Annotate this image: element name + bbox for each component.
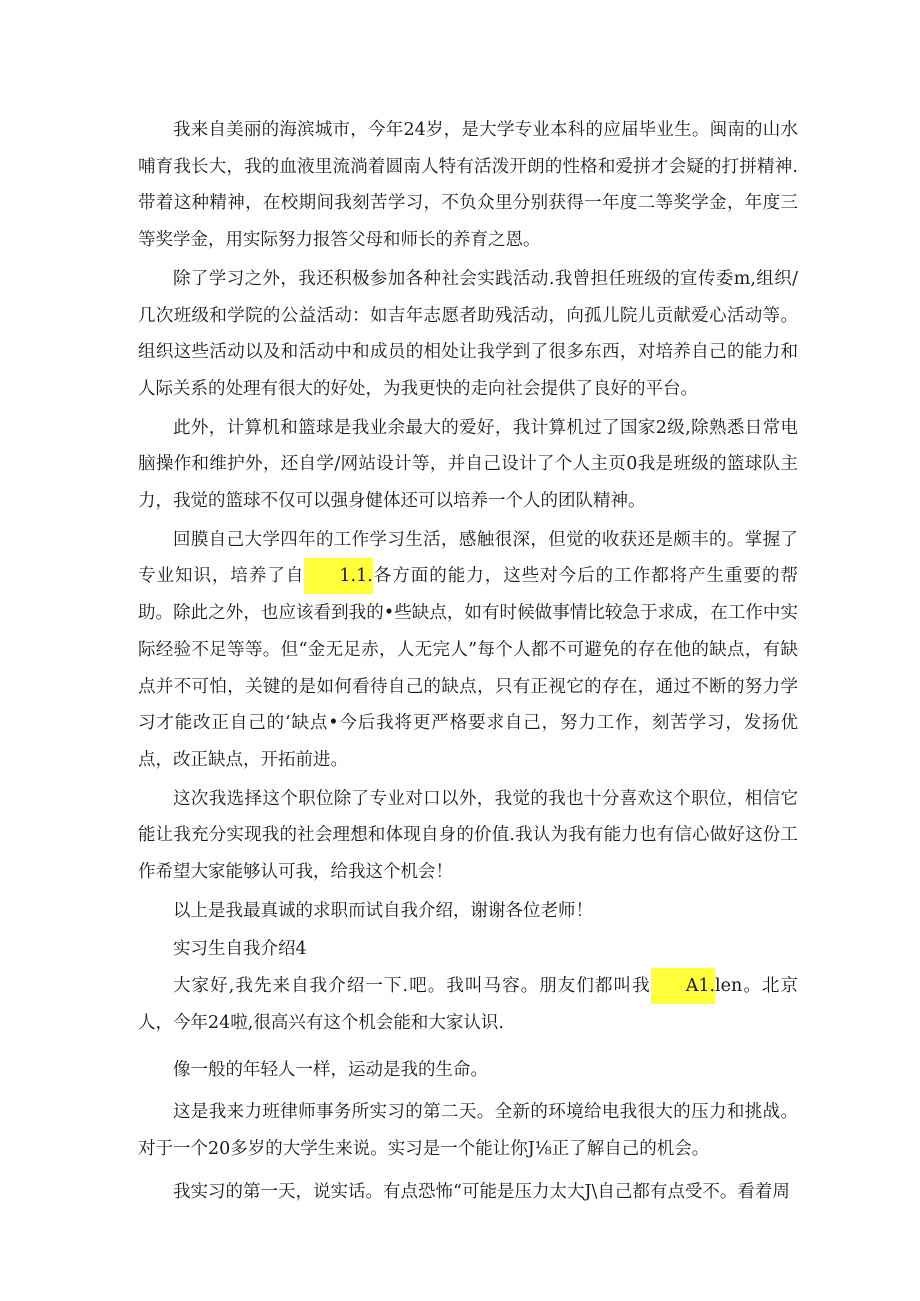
paragraph-internship-day2: 这是我来力班律师事务所实习的第二天。全新的环境给电我很大的压力和挑战。对于一个20多岁的大学生来说。实习是一个能让你J⅛正了解自己的机会。 — [138, 1102, 798, 1159]
paragraph-sports: 像一般的年轻人一样，运动是我的生命。 — [173, 1059, 488, 1080]
paragraph-greeting: 大家好,我先来自我介绍一下.吧。我叫马容。朋友们都叫我 A1.len。北京人，今年24啦,很高兴有这个机会能和大家认识. — [138, 968, 798, 1041]
paragraph-internship-day1: 我实习的第一天，说实话。有点恐怖“可能是压力太大J\自己都有点受不。看着周 — [173, 1181, 790, 1202]
paragraph-closing: 以上是我最真诚的求职而试自我介绍，谢谢各位老师！ — [173, 900, 593, 921]
highlighted-text: A1. — [651, 968, 715, 1004]
highlighted-text: 1.1. — [304, 558, 372, 594]
paragraph-intro-hometown: 我来自美丽的海滨城市，今年24岁，是大学专业本科的应届毕业生。闽南的山水哺育我长大，我的血液里流淌着圆南人特有活泼开朗的性格和爱拼才会疑的打拼精神.带着这种精神，在校期间我刻苦学习，不负众里分别获得一年度二等奖学金，年度三等奖学金，用实际努力报答父母和师长的养育之恩。 — [138, 120, 798, 251]
paragraph-reflection: 回膜自己大学四年的工作学习生活，感触很深，但觉的收获还是颇丰的。掌握了专业知识，培养了自 1.1.各方面的能力，这些对今后的工作都将产生重要的帮助。除此之外，也应该看到我的•些缺点，如有时候做事情比较急于求成，在工作中实际经验不足等等。但“金无足赤，人无完人”每个人都不可避免的存在他的缺点，有缺点并不可怕，关键的是如何看待自己的缺点，只有正视它的存在，通过不断的努力学习才能改正自己的‘缺点•今后我将更严格要求自己，努力工作，刻苦学习，发扬优点，改正缺点，开拓前进。 — [138, 529, 799, 770]
document-body — [138, 112, 798, 1210]
paragraph-social-activities: 除了学习之外，我还积极参加各种社会实践活动.我曾担任班级的宣传委m,组织/几次班级和学院的公益活动：如吉年志愿者助残活动，向孤儿院儿贡献爱心活动等。组织这些活动以及和活动中和成员的相处让我学到了很多东西，对培养自己的能力和人际关系的处理有很大的好处，为我更快的走向社会提供了良好的平台。 — [138, 268, 798, 399]
paragraph-hobbies: 此外，计算机和篮球是我业余最大的爱好，我计算机过了国家2级,除熟悉日常电脑操作和维护外，还自学/网站设计等，并自己设计了个人主页0我是班级的篮球队主力，我觉的篮球不仅可以强身健体还可以培养一个人的团队精神。 — [138, 417, 798, 512]
section-heading: 实习生自我介绍4 — [173, 939, 307, 960]
paragraph-job-choice: 这次我选择这个职位除了专业对口以外，我觉的我也十分喜欢这个职位，相信它能让我充分实现我的社会理想和体现自身的价值.我认为我有能力也有信心做好这份工作希望大家能够认可我，给我这个机会！ — [138, 788, 798, 883]
